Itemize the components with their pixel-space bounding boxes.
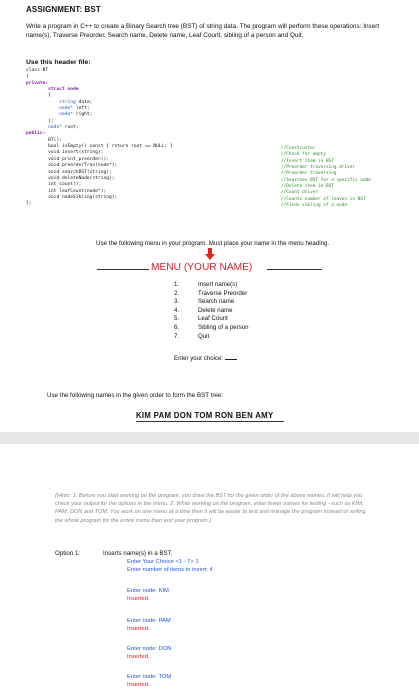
code-type-node-right: node*	[59, 112, 74, 118]
code-comment: //Preorder traversing driver	[281, 165, 356, 171]
sample-entry	[127, 645, 171, 662]
menu-item-label: Delete name	[198, 306, 233, 314]
sample-entry-prompt: Enter node: PAM	[127, 618, 171, 624]
menu-item	[174, 307, 248, 316]
code-comment: //Constructor	[281, 146, 316, 151]
menu-rule-left	[97, 269, 149, 270]
menu-item	[174, 281, 248, 290]
page-gutter	[0, 432, 419, 444]
code-private-label: private:	[26, 80, 49, 86]
menu-item-number: 1.	[174, 281, 180, 288]
code-comment: //Count driver	[281, 190, 319, 196]
header-file-label: Use this header file:	[26, 59, 91, 66]
hints-paragraph: (Hints: 1. Before you start working on the program, you draw the BST for the given order of the above names. It will help you check your output for the options in the menu. 2. While working on the program, enter fewer names for testing - such as KIM, PAM, DON and TOM. You work on one menu at a time then it will be easier to test and manage the program instead of writing the whole program for the entire menu then test your program.)	[55, 493, 366, 524]
code-class-line: class BT	[26, 68, 49, 73]
menu-item-label: Traverse Preorder	[198, 289, 248, 297]
sample-entry-prompt: Enter node: TOM	[127, 674, 172, 680]
code-comment: //Preorder traversing	[281, 171, 337, 177]
assignment-intro: Write a program in C++ to create a Binary Search tree (BST) of string data. The program will perform these operations: Insert name(s), Traverse Preorder, Search name, Delete name, Leaf Count, sibling of a person and Quit.	[26, 23, 380, 40]
hints-sheet	[0, 444, 419, 700]
menu-item-label: Sibling of a person	[198, 323, 249, 331]
menu-item-number: 5.	[174, 315, 180, 323]
code-comment: //Insert item in BST	[281, 158, 334, 164]
option-description: Inserts name(s) in a BST.	[103, 550, 173, 557]
code-method-insert: void insert(string);	[48, 150, 104, 156]
sample-entry-result: Inserted.	[127, 654, 150, 661]
code-method-leafcount: int leafCount(node*);	[48, 188, 107, 194]
menu-list	[174, 281, 248, 341]
menu-item	[174, 315, 248, 324]
sample-entry-prompt: Enter node: KIM	[127, 588, 169, 594]
menu-title: MENU (YOUR NAME)	[151, 262, 253, 273]
code-method-sibling: void nodeSibling(string);	[48, 194, 118, 200]
menu-rule-right	[267, 269, 322, 270]
code-comments	[281, 146, 371, 209]
code-struct-line: struct node	[48, 87, 79, 93]
sample-entry-result: Inserted.	[127, 682, 150, 689]
code-method-isempty: bool isEmpty() const { return root == NULL; }	[48, 144, 173, 150]
sample-entry-result: Inserted.	[127, 596, 150, 603]
sample-entry-result: Inserted.	[127, 626, 150, 633]
menu-item-number: 7.	[174, 332, 180, 340]
code-type-node-root: node*	[48, 125, 62, 131]
menu-item-label: Quit	[198, 332, 210, 340]
menu-item-number: 2.	[174, 289, 180, 297]
code-type-string: string	[59, 99, 76, 105]
code-method-count: int count();	[48, 182, 82, 188]
code-method-preorder-trav: void preorderTrav(node*);	[48, 163, 118, 169]
name-sequence: KIM PAM DON TOM RON BEN AMY	[136, 411, 274, 420]
code-member-left: left;	[73, 106, 90, 112]
assignment-title: ASSIGNMENT: BST	[26, 5, 101, 14]
code-open-brace: {	[26, 74, 29, 80]
sample-entry-prompt: Enter node: DON	[127, 646, 172, 652]
menu-item	[174, 324, 248, 333]
code-type-node-left: node*	[59, 106, 74, 112]
menu-item-label: Leaf Count	[198, 315, 228, 323]
code-comment: //Searches BST for a specific node	[281, 177, 371, 183]
sample-entry	[127, 587, 169, 604]
choice-blank	[225, 353, 237, 360]
code-method-print-preorder: void print_preorder();	[48, 156, 109, 162]
sample-choice-line: Enter Your Choice <1 - 7> 1	[127, 559, 199, 565]
code-member-root: root;	[61, 125, 79, 131]
sample-io-header	[127, 558, 213, 575]
menu-item	[174, 298, 248, 307]
menu-item	[174, 333, 248, 342]
tree-instruction: Use the following names in the given order to form the BST tree:	[47, 392, 223, 399]
code-comment: //Counts number of leaves in BST	[281, 196, 366, 202]
code-struct-close: };	[48, 118, 54, 124]
code-method-search: void searchBST(string);	[48, 169, 112, 175]
choice-prompt	[174, 353, 237, 362]
sample-entry	[127, 673, 171, 690]
menu-item	[174, 290, 248, 299]
code-method-constructor: BT();	[48, 137, 62, 143]
code-member-right: right;	[73, 112, 93, 118]
code-struct-open: {	[48, 93, 51, 99]
menu-item-label: Insert name(s)	[198, 281, 238, 288]
menu-heading	[97, 262, 322, 276]
code-close-brace: };	[26, 201, 32, 207]
choice-prompt-text: Enter your choice:	[174, 355, 224, 362]
sample-count-line: Enter number of items to insert: 4	[127, 567, 213, 574]
menu-instruction: Use the following menu in your program. Must place your name in the menu heading.	[96, 240, 330, 247]
code-member-data: data;	[75, 99, 93, 105]
menu-item-number: 4.	[174, 306, 180, 314]
name-sequence-underline	[136, 421, 284, 422]
code-comment: //Delete item in BST	[281, 184, 334, 190]
code-comment: //Check for empty	[281, 152, 326, 158]
option-label: Option 1:	[55, 550, 81, 557]
code-public-label: public:	[26, 131, 46, 137]
down-arrow-icon	[205, 248, 215, 260]
menu-item-number: 6.	[174, 323, 180, 331]
menu-item-label: Search name	[198, 298, 235, 306]
sample-entry	[127, 617, 171, 634]
code-comment: //Finds sibling of a node	[281, 203, 348, 209]
code-method-delete: void deleteNode(string);	[48, 175, 115, 181]
menu-item-number: 3.	[174, 298, 180, 306]
